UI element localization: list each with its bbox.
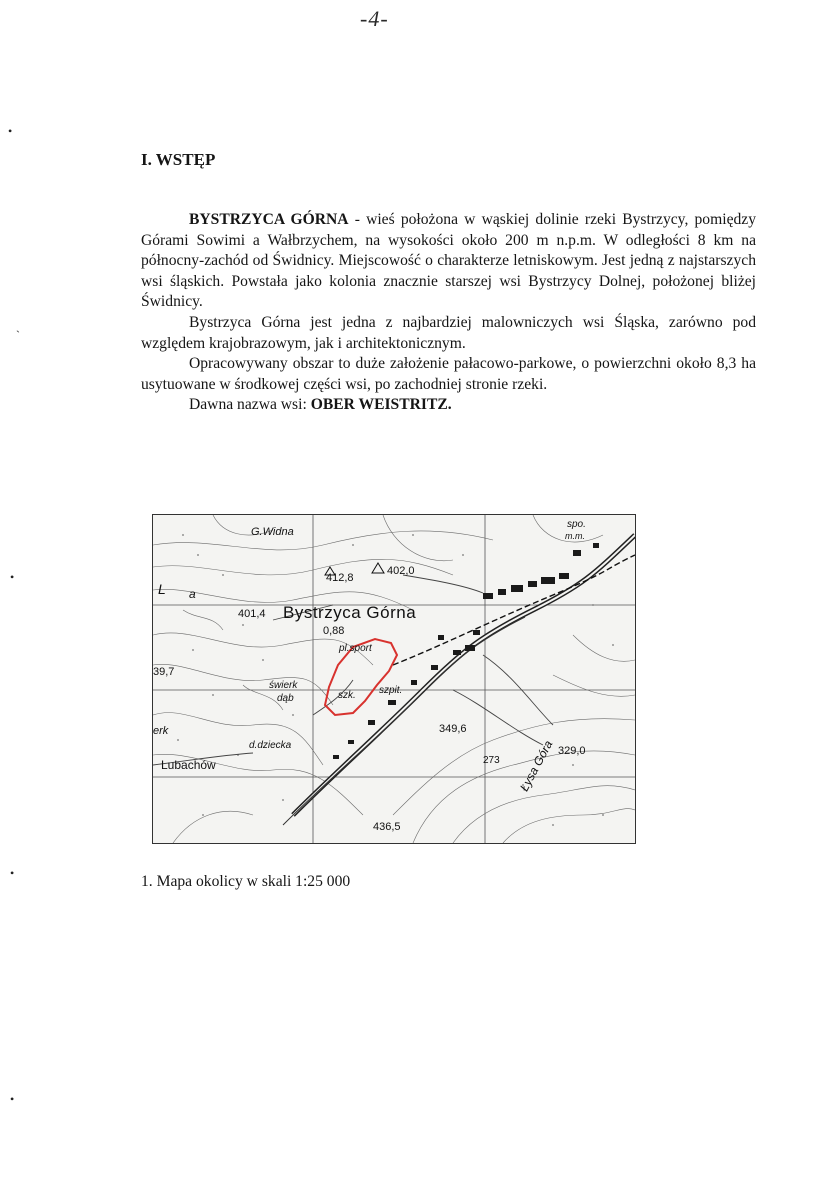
- map-label-lubachow: Lubachów: [161, 758, 216, 772]
- map-label-elevation: 273: [483, 755, 500, 766]
- figure-caption: 1. Mapa okolicy w skali 1:25 000: [141, 873, 351, 890]
- paragraph-scenery: Bystrzyca Górna jest jedna z najbardziej malowniczych wsi Śląska, zarówno pod względem krajobrazowym, jak i architektonicznym.: [141, 313, 756, 352]
- old-name-label: Dawna nazwa wsi:: [189, 396, 311, 414]
- old-name-bold: OBER WEISTRITZ.: [310, 396, 452, 414]
- body-text: [141, 210, 756, 416]
- page-number: -4-: [360, 6, 389, 31]
- paragraph-intro-text: - wieś położona w wąskiej dolinie rzeki Bystrzycy, pomiędzy Górami Sowimi a Wałbrzychem, na wysokości około 200 m n.p.m. W odległości 8 km na północny-zachód od Świdnicy. Miejscowość o charakterze letniskowym. Jest jedną z najstarszych wsi śląskich. Powstała jako kolonia znacznie starszej wsi Bystrzycy Dolnej, położonej bliżej Świdnicy.: [141, 211, 757, 311]
- paragraph-old-name: [141, 395, 756, 416]
- paragraph-area: Opracowywany obszar to duże założenie pałacowo-parkowe, o powierzchni około 8,3 ha usytuowane w środkowej części wsi, po zachodniej stronie rzeki.: [141, 355, 756, 393]
- map-label-school: szk.: [338, 690, 356, 701]
- map-label-elevation: 349,6: [439, 723, 467, 735]
- map-label-elevation: 0,88: [323, 625, 345, 637]
- map-label-spruce: świerk: [269, 680, 298, 691]
- map-label-l: L: [158, 581, 166, 597]
- map-label-elevation: 329,0: [558, 745, 586, 757]
- map-label-elevation: 402,0: [387, 565, 415, 577]
- scan-dot: •: [10, 570, 15, 584]
- map-label-widna: G.Widna: [251, 526, 294, 538]
- map-label-lysa-gora: Łysa Góra: [517, 738, 556, 794]
- scan-dot: •: [10, 1092, 15, 1106]
- map-label-park: erk: [153, 725, 169, 737]
- map-label-village: Bystrzyca Górna: [283, 603, 417, 622]
- village-name-bold: BYSTRZYCA GÓRNA: [189, 211, 349, 228]
- map-label-hospital: szpit.: [379, 685, 403, 696]
- paragraph-intro: [141, 210, 756, 313]
- map-label-mm: m.m.: [565, 531, 585, 541]
- map-label-elevation: 39,7: [153, 666, 175, 678]
- map-label-childrens-home: d.dziecka: [249, 740, 292, 751]
- map-label-sport-field: pl.sport: [339, 643, 372, 654]
- map-label-spo: spo.: [567, 519, 586, 530]
- map-label-a: a: [189, 587, 196, 601]
- map-label-elevation: 412,8: [326, 572, 354, 584]
- section-heading: I. WSTĘP: [141, 150, 216, 169]
- scan-dot: `: [16, 328, 20, 342]
- map-label-elevation: 401,4: [238, 608, 266, 620]
- scan-dot: •: [10, 866, 15, 880]
- map-label-oak: dąb: [277, 693, 294, 704]
- scan-dot: •: [8, 124, 13, 138]
- map-label-elevation: 436,5: [373, 821, 401, 833]
- topographic-map: [152, 514, 636, 844]
